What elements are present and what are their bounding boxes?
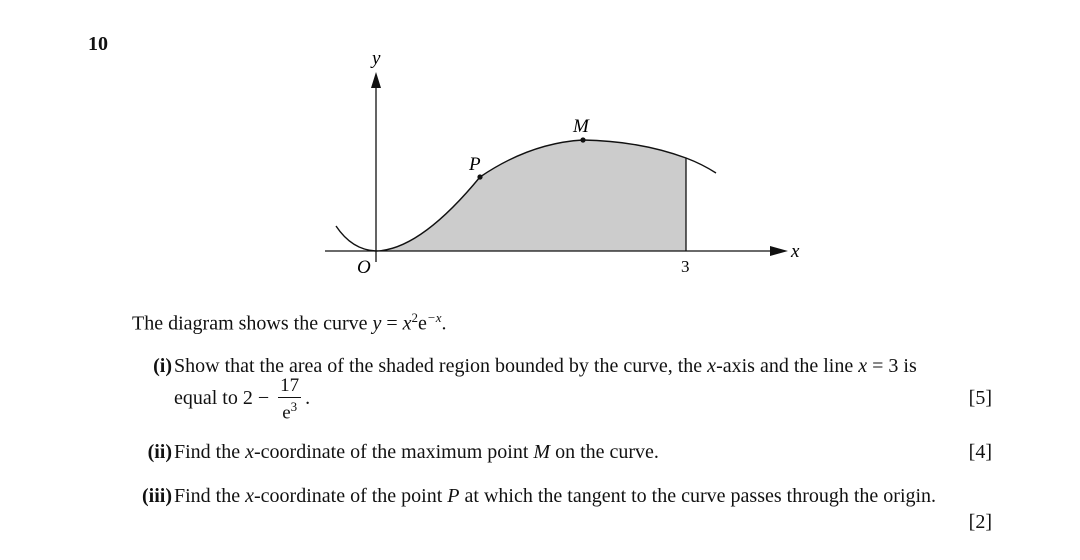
part-ii-text-b: -coordinate of the maximum point [254,441,534,463]
y-axis-arrow [371,72,381,88]
fraction-denominator-exponent: 3 [290,399,298,414]
part-i-period: . [305,386,311,409]
part-ii-var-x: x [245,441,255,463]
intro-period: . [441,312,447,335]
equation-x: x [402,312,412,335]
part-i-line-2 [174,376,992,422]
part-ii-text-c: on the curve. [550,441,659,463]
part-ii-line [174,441,992,464]
origin-label: O [357,257,371,278]
x-tick-label-3: 3 [681,257,690,276]
intro-statement [132,310,446,336]
part-i-text-b: -axis and the line [716,355,859,377]
equation-y: y [372,312,382,335]
part-iii-text-c: at which the tangent to the curve passes through the origin. [459,485,937,507]
part-i-marks: [5] [968,387,992,409]
intro-text: The diagram shows the curve [132,312,373,335]
part-iii-label: (iii) [142,485,172,507]
part-i-label: (i) [153,355,172,377]
part-iii-var-P: P [447,485,460,507]
y-axis-label: y [372,48,381,69]
point-P-label: P [469,154,481,175]
equation-equals: = [381,312,403,335]
part-iii-text-b: -coordinate of the point [254,485,448,507]
part-i-text-c: = 3 is [867,355,917,377]
equation-x-exponent: 2 [411,310,419,325]
part-ii-label: (ii) [147,441,172,463]
part-ii-body [174,441,992,464]
shaded-region [376,140,686,251]
part-iii-body [174,485,992,533]
part-i-body [174,355,992,422]
part-i [132,355,992,422]
x-axis-arrow [770,246,788,256]
fraction-numerator: 17 [280,375,300,396]
part-ii-var-M: M [533,441,551,463]
x-axis-label: x [791,241,800,262]
part-i-var-x: x [707,355,717,377]
equation-e-exponent: −x [426,310,442,325]
question-number: 10 [88,33,108,55]
part-iii-text-a: Find the [174,485,246,507]
fraction-denominator [278,398,301,422]
part-iii [132,485,992,533]
part-iii-line [174,485,992,508]
equation-e: e [418,312,427,335]
part-iii-var-x: x [245,485,255,507]
part-i-text-equal: equal to 2 − [174,386,275,409]
part-ii-text-a: Find the [174,441,246,463]
point-P-marker [477,174,482,179]
fraction-denominator-base: e [282,402,291,424]
part-ii [132,441,992,464]
point-M-marker [580,137,585,142]
point-M-label: M [573,116,589,137]
part-iii-marks: [2] [968,511,992,533]
part-ii-marks: [4] [968,441,992,463]
part-i-text-a: Show that the area of the shaded region bounded by the curve, the [174,355,708,377]
part-i-var-x2: x [858,355,868,377]
fraction-17-over-e3 [278,376,301,422]
